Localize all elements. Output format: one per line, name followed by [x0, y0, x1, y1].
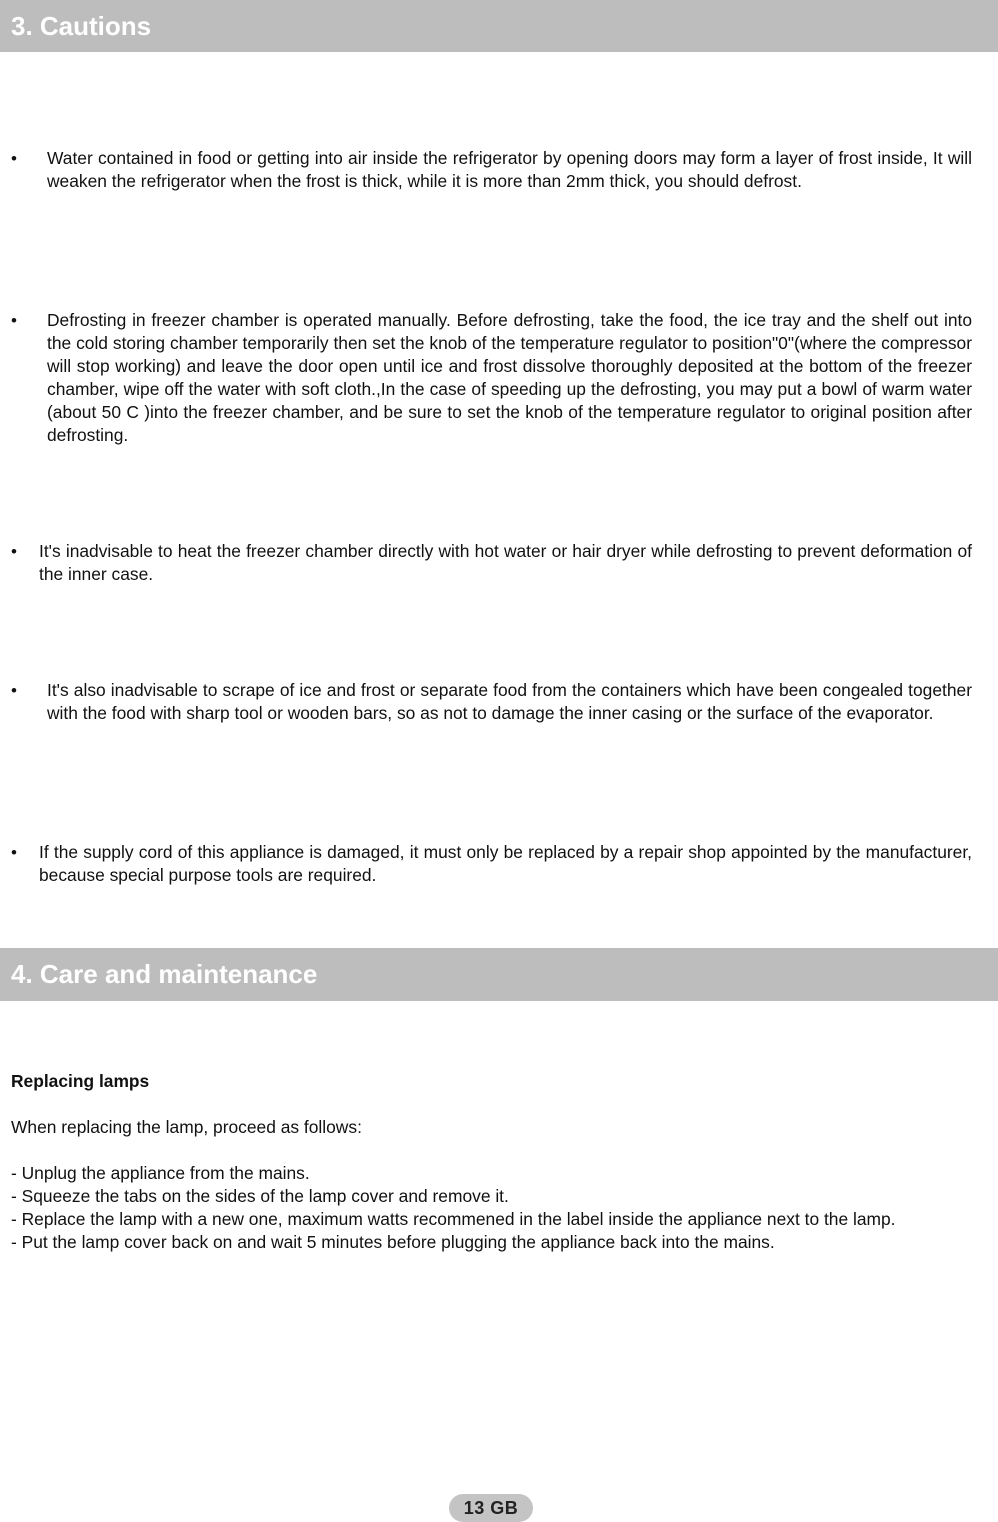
caution-text: It's also inadvisable to scrape of ice and frost or separate food from the containers which have been congealed together with the food with sharp tool or wooden bars, so as not to damage the inner casing or the surface of the evaporator.: [47, 680, 972, 723]
caution-text: Water contained in food or getting into air inside the refrigerator by opening doors may form a layer of frost inside, It will weaken the refrigerator when the frost is thick, while it is more than 2mm thick, you should defrost.: [47, 148, 972, 191]
page-number-label: 13 GB: [463, 1497, 519, 1518]
bullet-marker: •: [11, 542, 17, 561]
section-header-cautions: [0, 0, 998, 52]
care-step: - Squeeze the tabs on the sides of the lamp cover and remove it.: [11, 1186, 509, 1206]
caution-item: [11, 540, 972, 586]
bullet-marker: •: [11, 311, 17, 330]
caution-item: [11, 309, 972, 447]
caution-text: It's inadvisable to heat the freezer chamber directly with hot water or hair dryer while defrosting to prevent deformation of the inner case.: [39, 541, 972, 584]
care-step: - Put the lamp cover back on and wait 5 minutes before plugging the appliance back into the mains.: [11, 1232, 775, 1252]
section-header-care: [0, 948, 998, 1001]
care-steps-list: [11, 1162, 973, 1254]
care-step: - Replace the lamp with a new one, maximum watts recommened in the label inside the appliance next to the lamp.: [11, 1209, 896, 1229]
bullet-marker: •: [11, 843, 17, 862]
caution-item: [11, 679, 972, 725]
caution-text: If the supply cord of this appliance is damaged, it must only be replaced by a repair shop appointed by the manufacturer, because special purpose tools are required.: [39, 842, 972, 885]
section-title: 3. Cautions: [11, 10, 152, 41]
care-step: - Unplug the appliance from the mains.: [11, 1163, 310, 1183]
bullet-marker: •: [11, 149, 17, 168]
subheading-replacing-lamps: Replacing lamps: [11, 1071, 150, 1091]
care-intro-text: When replacing the lamp, proceed as follows:: [11, 1117, 362, 1137]
page-number-badge: [449, 1494, 533, 1522]
caution-text: Defrosting in freezer chamber is operated manually. Before defrosting, take the food, the ice tray and the shelf out into the cold storing chamber temporarily then set the knob of the temperature regulator to position"0"(where the compressor will stop working) and leave the door open until ice and frost dissolve thoroughly deposited at the bottom of the freezer chamber, wipe off the water with soft cloth.,In the case of speeding up the defrosting, you may put a bowl of warm water (about 50 C )into the freezer chamber, and be sure to set the knob of the temperature regulator to original position after defrosting.: [47, 310, 972, 445]
caution-item: [11, 841, 972, 887]
bullet-marker: •: [11, 681, 17, 700]
section-title: 4. Care and maintenance: [11, 959, 318, 989]
caution-item: [11, 147, 972, 193]
